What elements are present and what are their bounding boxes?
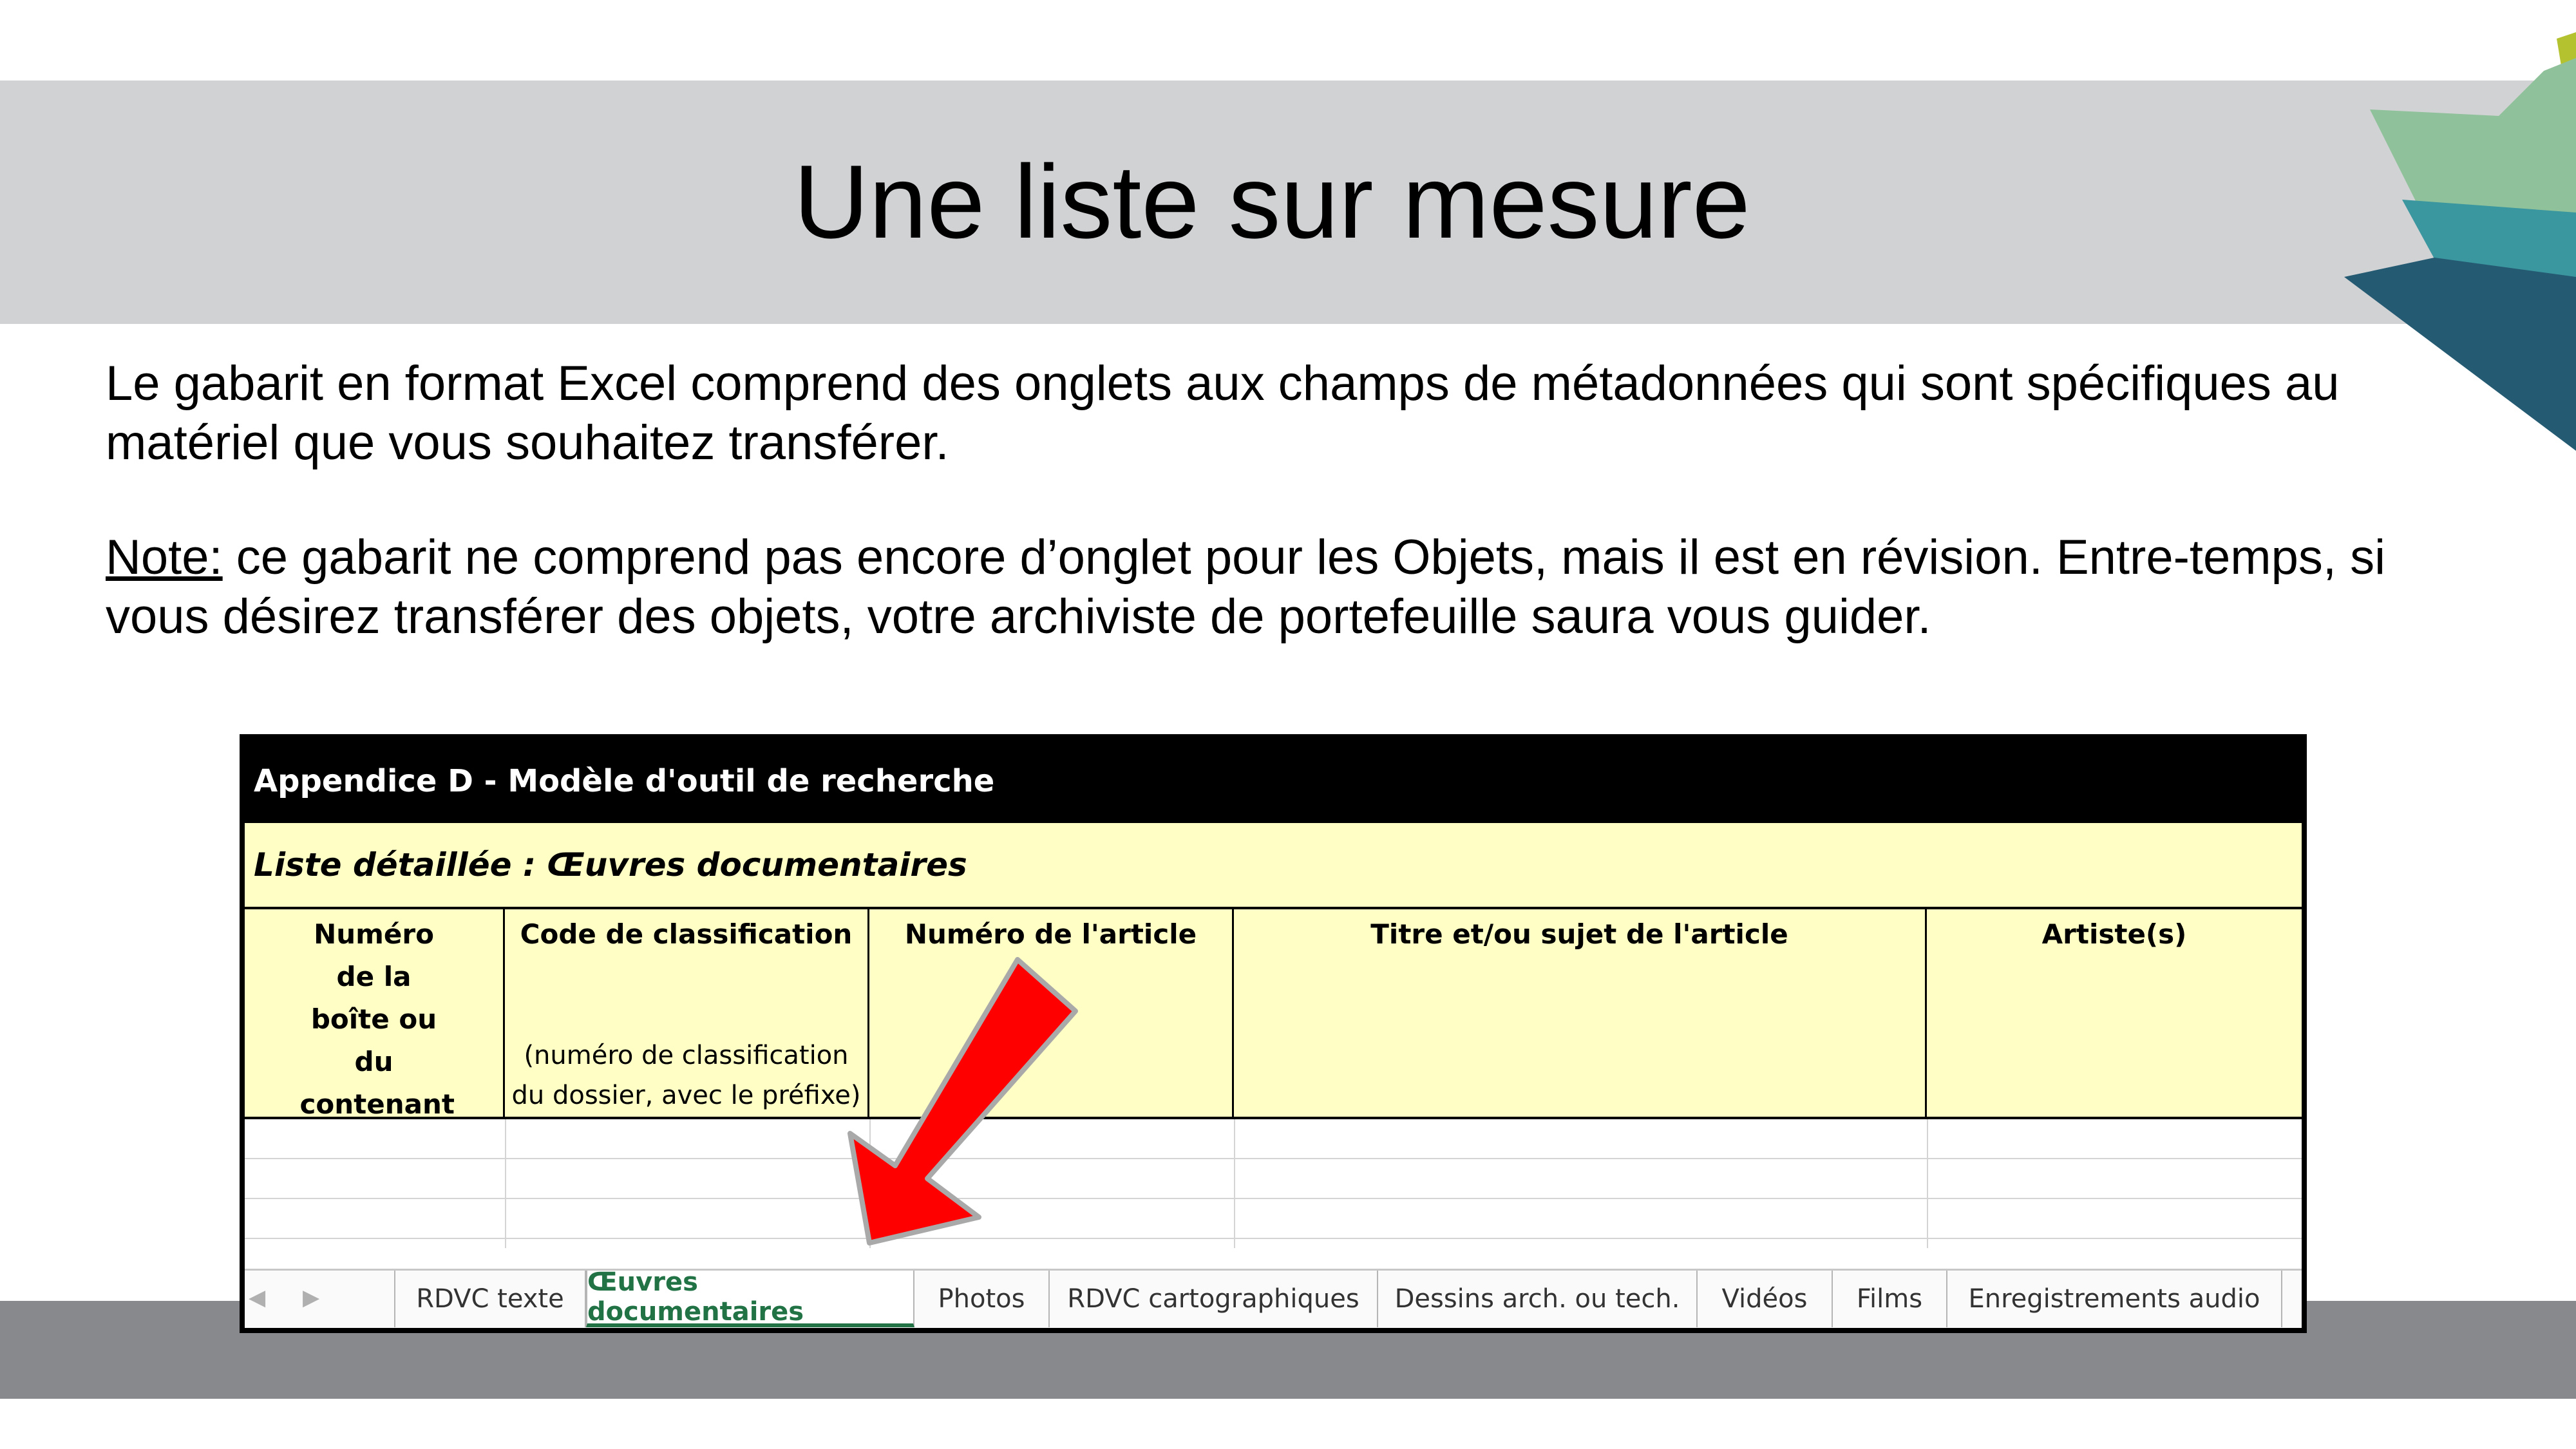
note-label: Note:: [106, 530, 223, 585]
tab-rdvc-texte[interactable]: RDVC texte: [394, 1271, 586, 1327]
tab-oeuvres-documentaires[interactable]: Œuvres documentaires: [586, 1271, 914, 1327]
column-label: Artiste(s): [2041, 918, 2187, 950]
intro-paragraph: Le gabarit en format Excel comprend des onglets aux champs de métadonnées qui sont spécifiques au matériel que vous souhaitez transférer.: [106, 356, 2340, 470]
tab-photos[interactable]: Photos: [914, 1271, 1050, 1327]
col-line: [1234, 1119, 1235, 1248]
column-label: Numéro de l'article: [904, 918, 1197, 950]
col-line: [1927, 1119, 1928, 1248]
column-label: Numéro de la boîte ou du contenant: [299, 918, 455, 1120]
column-headers: [245, 909, 2302, 1119]
note-paragraph: [106, 528, 2398, 647]
sheet-tab-bar: [245, 1269, 2302, 1328]
sheet-subheader: Liste détaillée : Œuvres documentaires: [245, 823, 2302, 909]
tab-dessins[interactable]: Dessins arch. ou tech.: [1378, 1271, 1698, 1327]
red-arrow-icon: [831, 953, 1101, 1256]
slide-title: Une liste sur mesure: [793, 144, 1750, 260]
tab-videos[interactable]: Vidéos: [1698, 1271, 1833, 1327]
scroll-left-icon[interactable]: ◀: [249, 1285, 266, 1311]
note-text: ce gabarit ne comprend pas encore d’onglet pour les Objets, mais il est en révision. Entre-temps, si vous désirez transférer des objets, votre archiviste de portefeuille saura vous guider.: [106, 530, 2385, 644]
column-note: (numéro de classification du dossier, avec le préfixe): [511, 1041, 861, 1110]
scroll-right-icon[interactable]: ▶: [303, 1285, 320, 1311]
column-label: Code de classification: [520, 918, 853, 950]
col-line: [505, 1119, 506, 1248]
tab-rdvc-cartographiques[interactable]: RDVC cartographiques: [1050, 1271, 1378, 1327]
empty-rows: [245, 1119, 2302, 1248]
excel-screenshot: [240, 734, 2307, 1333]
column-header-artists: [1927, 909, 2302, 1117]
column-label: Titre et/ou sujet de l'article: [1370, 918, 1788, 950]
row-line: [245, 1238, 2302, 1239]
row-line: [245, 1158, 2302, 1159]
tab-enregistrements-audio[interactable]: Enregistrements audio: [1947, 1271, 2282, 1327]
row-line: [245, 1198, 2302, 1199]
column-header-classification: [505, 909, 869, 1117]
column-header-title: [1234, 909, 1927, 1117]
column-header-box: [245, 909, 505, 1120]
tab-films[interactable]: Films: [1833, 1271, 1947, 1327]
sheet-header: Appendice D - Modèle d'outil de recherche: [245, 739, 2302, 823]
